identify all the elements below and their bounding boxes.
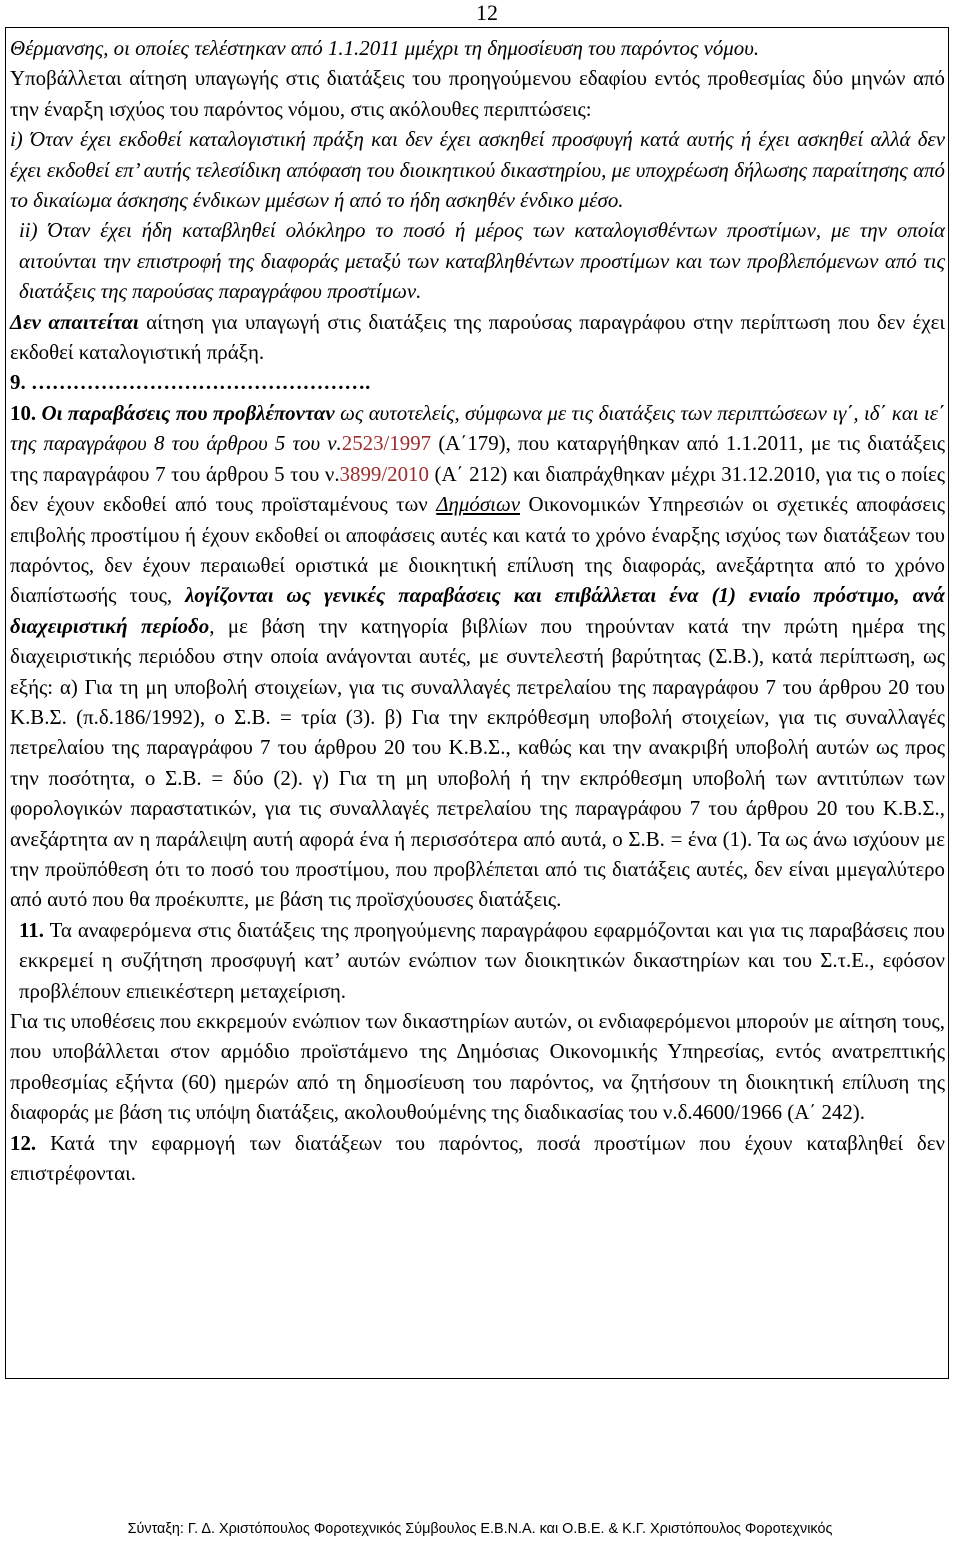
paragraph-case-i: i) Όταν έχει εκδοθεί καταλογιστική πράξη και δεν έχει ασκηθεί προσφυγή κατά αυτής ή έχει ασκηθεί αλλά δεν έχει εκδοθεί επ’ αυτής τελεσίδικη απόφαση του διοικητικού δικαστηρίου, με υποχρέωση δήλωσης παραίτησης από το δικαίωμα άσκησης ένδικων μμέσων ή από το ήδη ασκηθέν ένδικο μέσο. [10, 127, 945, 213]
paragraph-10 [10, 398, 945, 915]
paragraph-10-space [385, 583, 398, 607]
paragraph-10-text-b: (Α΄179), που καταργήθηκαν από 1.1.2011, με τις διατάξεις της παραγράφου 7 του άρθρου 5 του ν. [10, 431, 946, 486]
paragraph-1: Θέρμανσης, οι οποίες τελέστηκαν από 1.1.2011 μμέχρι τη δημοσίευση του παρόντος νόμου. [10, 36, 760, 60]
paragraph-10-emphasis-2: παραβάσεις και επιβάλλεται ένα (1) ενιαίο πρόστιμο, ανά διαχειριστική περίοδο [10, 583, 945, 638]
paragraph-12 [10, 1128, 945, 1189]
paragraph-11 [10, 915, 945, 1006]
paragraph-case-ii: ii) Όταν έχει ήδη καταβληθεί ολόκληρο το ποσό ή μέρος των καταλογισθέντων προστίμων, με την οποία αιτούνται την επιστροφή της διαφοράς μεταξύ των καταβληθέντων προστίμων και των προβλεπόμενων από τις διατάξεις της παρούσας παραγράφου προστίμων. [19, 218, 945, 304]
paragraph-12-text: Κατά την εφαρμογή των διατάξεων του παρόντος, ποσά προστίμων που έχουν καταβληθεί δεν επιστρέφονται. [10, 1130, 945, 1186]
paragraph-11-number: 11. [19, 917, 44, 942]
law-link-2523-1997[interactable]: 2523/1997 [341, 431, 432, 456]
underlined-term: Δημόσιων [436, 492, 520, 517]
paragraph-9: 9. …………………………………………. [10, 370, 371, 395]
paragraph-11-text: Τα αναφερόμενα στις διατάξεις της προηγούμενης παραγράφου εφαρμόζονται και για τις παραβάσεις που εκκρεμεί η συζήτηση προσφυγή κατ’ αυτών ενώπιον των διοικητικών δικαστηρίων και του Σ.τ.Ε., εφόσον προβλέπουν επιεικέστερη μεταχείριση. [19, 917, 945, 1003]
paragraph-10-emphasis-1: λογίζονται ως γενικές [185, 583, 386, 608]
document-body [10, 33, 945, 1188]
paragraph-10-text-e: , με βάση την κατηγορία βιβλίων που τηρούνταν κατά την πρώτη ημέρα της διαχειριστικής περιόδου στην οποία ανάγονται αυτές, με συντελεστή βαρύτητας (Σ.Β.), κατά περίπτωση, ως εξής: α) Για τη μη υποβολή στοιχείων, για τις συναλλαγές πετρελαίου της παραγράφου 7 του άρθρου 20 του Κ.Β.Σ. (π.δ.186/1992), ο Σ.Β. = τρία (3). β) Για την εκπρόθεσμη υποβολή στοιχείων, για τις συναλλαγές πετρελαίου της παραγράφου 7 του άρθρου 20 του Κ.Β.Σ., καθώς και την ανακριβή υποβολή αυτών ως προς την ποσότητα, ο Σ.Β. = δύο (2). γ) Για τη μη υποβολή ή την εκπρόθεσμη υποβολή των αντιτύπων των φορολογικών παραστατικών, για τις συναλλαγές πετρελαίου της παραγράφου 7 του άρθρου 20 του Κ.Β.Σ., ανεξάρτητα αν η παράλειψη αυτή αφορά ένα ή περισσότερα από αυτά, ο Σ.Β. = ένα (1). Τα ως άνω ισχύουν με την προϋπόθεση ότι το ποσό του προστίμου, που προβλέπεται από τις διατάξεις αυτές, δεν είναι μμεγαλύτερο από αυτό που θα προέκυπτε, με βάση τις προϊσχύουσες διατάξεις. [10, 613, 946, 912]
paragraph-12-number: 12. [10, 1130, 37, 1155]
paragraph-10-text-d: Οικονομικών Υπηρεσιών οι σχετικές αποφάσεις επιβολής προστίμου ή έχουν εκδοθεί οι αποφάσεις αυτές και κατά το χρόνο έναρξης ισχύος των διατάξεων του παρόντος, δεν έχουν περαιωθεί οριστικά με διοικητική επίλυση της διαφοράς, ανεξάρτητα από το χρόνο διαπίστωσής τους, [10, 492, 946, 608]
page-footer: Σύνταξη: Γ. Δ. Χριστόπουλος Φοροτεχνικός Σύμβουλος Ε.Β.Ν.Α. και Ο.Β.Ε. & Κ.Γ. Χριστόπουλος Φοροτεχνικός [127, 1521, 833, 1537]
law-link-3899-2010[interactable]: 3899/2010 [339, 461, 429, 486]
page-number: 12 [476, 0, 498, 25]
emphasis-no-required: Δεν απαιτείται [10, 309, 139, 334]
paragraph-2: Υποβάλλεται αίτηση υπαγωγής στις διατάξεις του προηγούμενου εδαφίου εντός προθεσμίας δύο μηνών από την έναρξη ισχύος του παρόντος νόμου, στις ακόλουθες περιπτώσεις: [10, 66, 945, 121]
paragraph-10-lead: Οι παραβάσεις που προβλέπονταν [36, 400, 335, 425]
paragraph-10-text-c: (Α΄ 212) και διαπράχθηκαν μέχρι 31.12.2010, για τις ο ποίες δεν έχουν εκδοθεί από τους προϊσταμένους των [10, 461, 945, 517]
paragraph-10-number: 10. [10, 400, 37, 425]
paragraph-11-continued: Για τις υποθέσεις που εκκρεμούν ενώπιον των δικαστηρίων αυτών, οι ενδιαφερόμενοι μπορούν με αίτηση τους, που υποβάλλεται στον αρμόδιο προϊστάμενο της Δημόσιας Οικονομικής Υπηρεσίας, εντός ανατρεπτικής προθεσμίας εξήντα (60) ημερών από τη δημοσίευση του παρόντος, να ζητήσουν τη διοικητική επίλυση της διαφοράς με βάση τις υπόψη διατάξεις, ακολουθούμένης της διαδικασίας του ν.δ.4600/1966 (Α΄ 242). [10, 1009, 945, 1125]
paragraph-10-text-a: ως αυτοτελείς, σύμφωνα με τις διατάξεις των περιπτώσεων ιγ΄, ιδ΄ και ιε΄ της παραγράφου 8 του άρθρου 5 του ν. [10, 400, 945, 456]
paragraph-no-application-text: αίτηση για υπαγωγή στις διατάξεις της παρούσας παραγράφου στην περίπτωση που δεν έχει εκδοθεί καταλογιστική πράξη. [10, 309, 945, 365]
paragraph-no-application [10, 307, 945, 368]
